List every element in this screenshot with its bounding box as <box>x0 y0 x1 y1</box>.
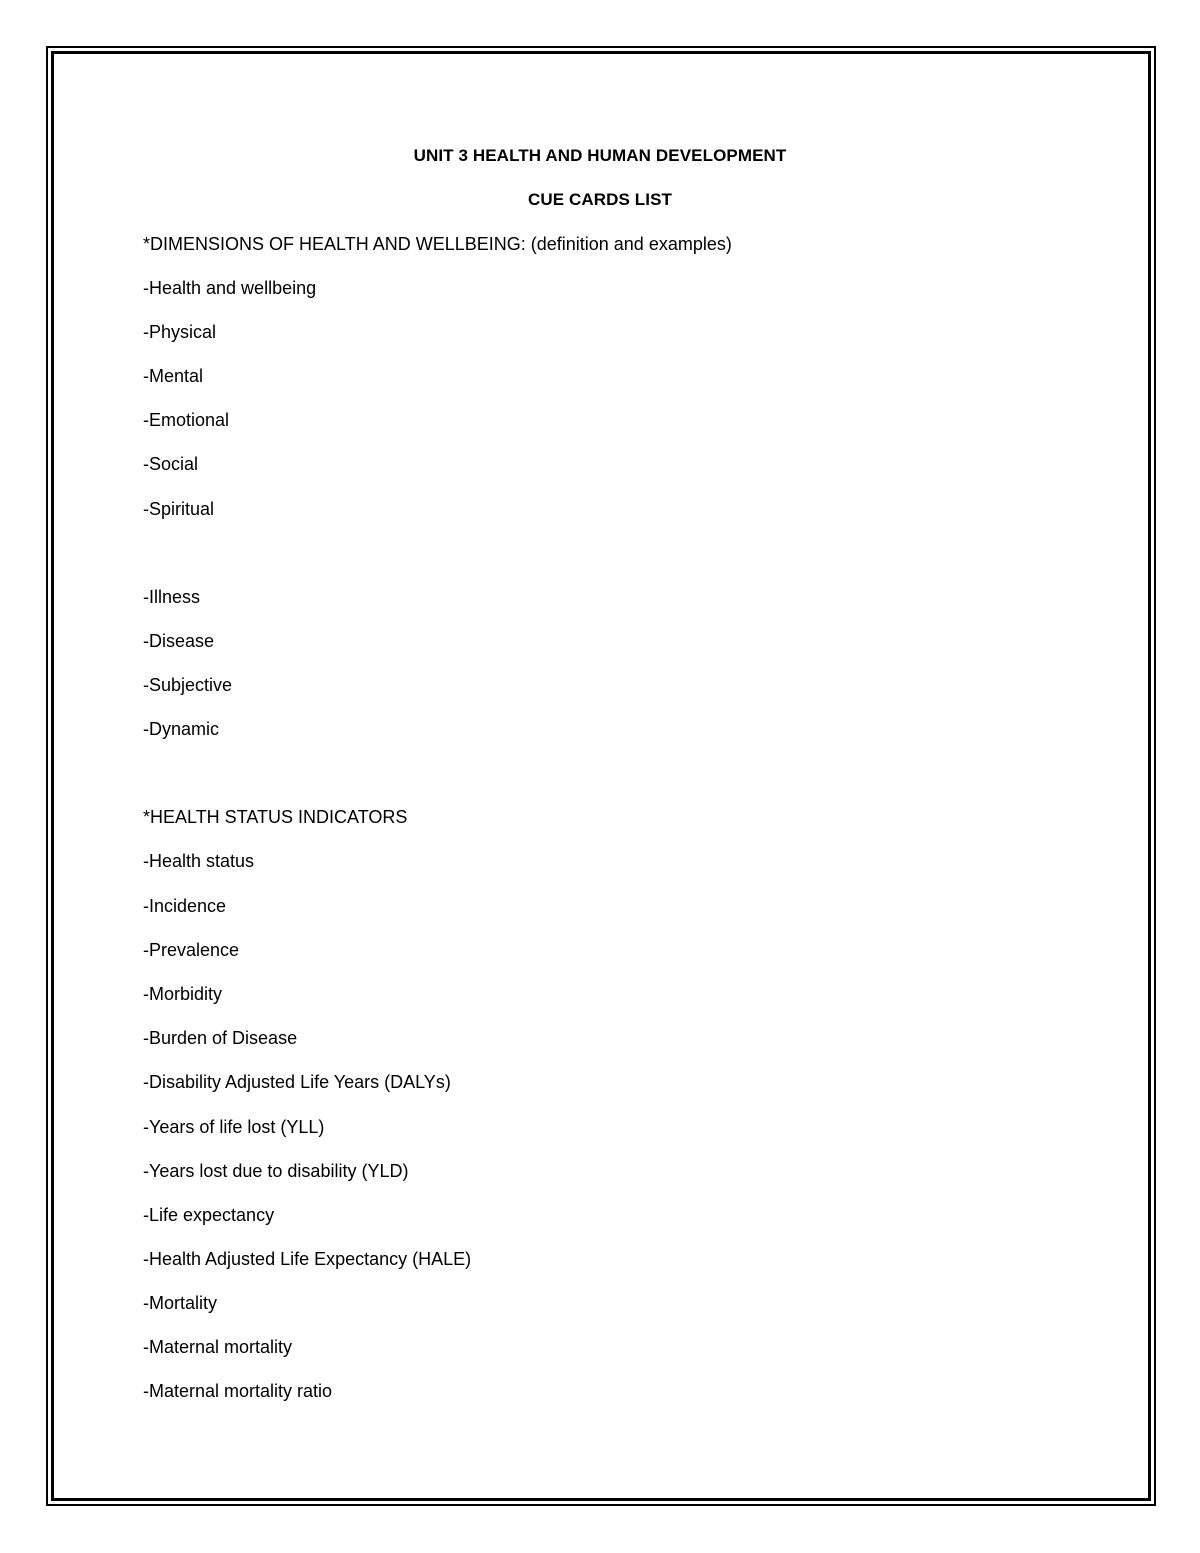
list-item: -Health status <box>143 851 255 871</box>
list-item: -Health Adjusted Life Expectancy (HALE) <box>143 1249 472 1269</box>
document-title: UNIT 3 HEALTH AND HUMAN DEVELOPMENT <box>413 146 787 165</box>
list-item: -Social <box>143 454 199 474</box>
list-item: -Prevalence <box>143 940 240 960</box>
list-item: -Subjective <box>143 675 233 695</box>
list-item: -Mental <box>143 366 204 386</box>
list-item: -Years of life lost (YLL) <box>143 1117 325 1137</box>
list-item: -Dynamic <box>143 719 220 739</box>
list-item: -Illness <box>143 587 201 607</box>
list-item: -Maternal mortality ratio <box>143 1381 333 1401</box>
list-item: -Mortality <box>143 1293 218 1313</box>
list-item: -Burden of Disease <box>143 1028 298 1048</box>
list-item: -Disability Adjusted Life Years (DALYs) <box>143 1072 451 1092</box>
section-heading-health-status: *HEALTH STATUS INDICATORS <box>143 807 408 827</box>
list-item: -Life expectancy <box>143 1205 275 1225</box>
list-item: -Health and wellbeing <box>143 278 317 298</box>
list-item: -Physical <box>143 322 217 342</box>
list-item: -Emotional <box>143 410 230 430</box>
list-item: -Morbidity <box>143 984 223 1004</box>
list-item: -Spiritual <box>143 499 215 519</box>
document-subtitle: CUE CARDS LIST <box>527 190 672 209</box>
list-item: -Years lost due to disability (YLD) <box>143 1161 409 1181</box>
list-item: -Maternal mortality <box>143 1337 293 1357</box>
section-heading-dimensions: *DIMENSIONS OF HEALTH AND WELLBEING: (definition and examples) <box>143 234 732 254</box>
list-item: -Incidence <box>143 896 227 916</box>
page-border-inner <box>51 51 1151 1501</box>
list-item: -Disease <box>143 631 215 651</box>
